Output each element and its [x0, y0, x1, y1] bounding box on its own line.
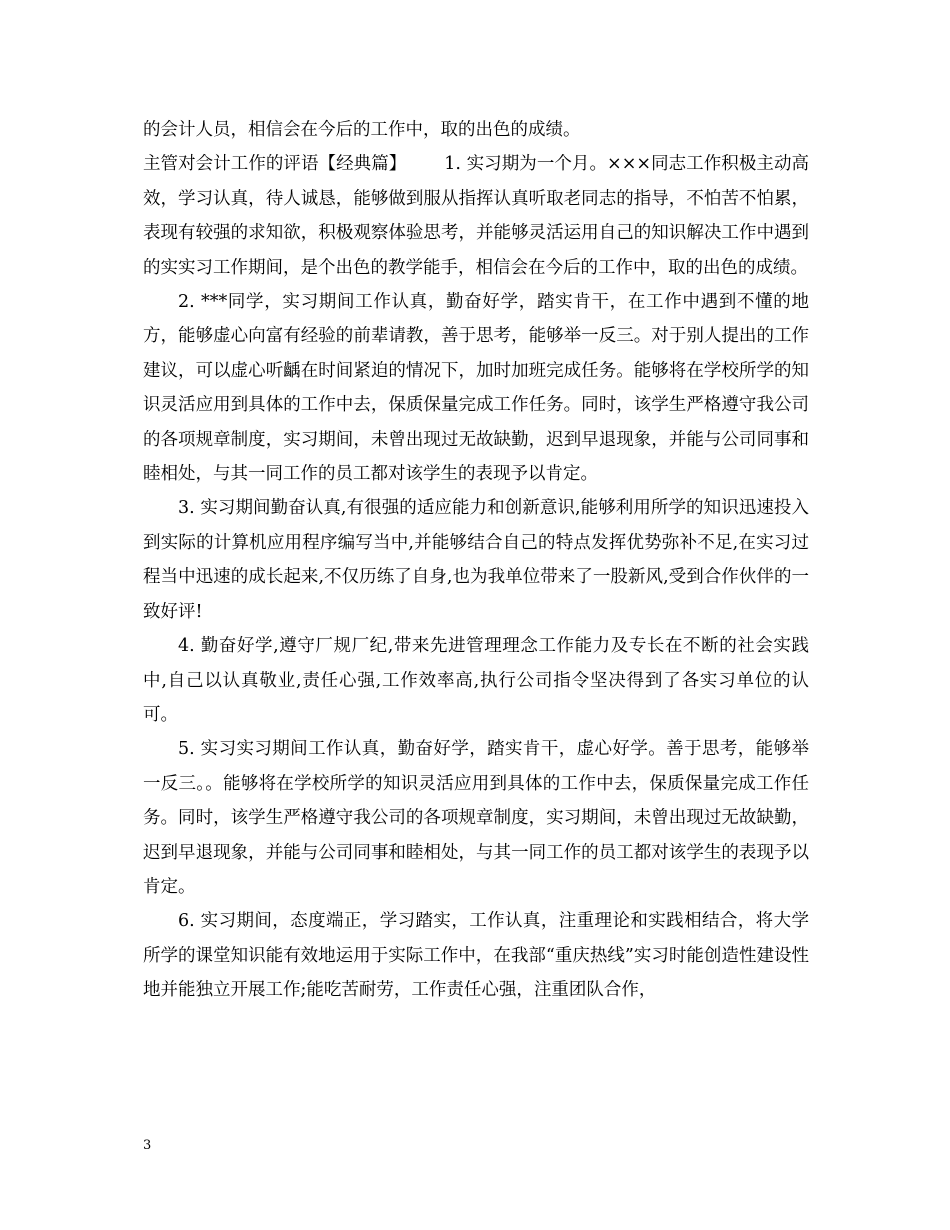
paragraph-item-2: 2. ***同学，实习期间工作认真，勤奋好学，踏实肯干，在工作中遇到不懂的地方，能够虚心向富有经验的前辈请教，善于思考，能够举一反三。对于别人提出的工作建议，可以虚心听齲在时间紧迫的情况下，加时加班完成任务。能够将在学校所学的知识灵活应用到具体的工作中去，保质保量完成工作任务。同时，该学生严格遵守我公司的各项规章制度，实习期间，未曾出现过无故缺勤，迟到早退现象，并能与公司同事和睦相处，与其一同工作的员工都对该学生的表现予以肯定。 [143, 292, 809, 485]
paragraph-item-1 [143, 147, 809, 285]
paragraph-item-6: 6. 实习期间，态度端正，学习踏实，工作认真，注重理论和实践相结合，将大学所学的课堂知识能有效地运用于实际工作中，在我部“重庆热线”实习时能创造性建设性地并能独立开展工作;能吃苦耐劳，工作责任心强，注重团队合作， [143, 911, 809, 1001]
paragraph-item-4: 4. 勤奋好学,遵守厂规厂纪,带来先进管理理念工作能力及专长在不断的社会实践中,自己以认真敬业,责任心强,工作效率高,执行公司指令坚决得到了各实习单位的认可。 [143, 636, 809, 725]
section-heading: 主管对会计工作的评语【经典篇】 [143, 154, 407, 175]
paragraph-item-1-text: 1. 实习期为一个月。×××同志工作积极主动高效，学习认真，待人诚恳，能够做到服从指挥认真听取老同志的指导，不怕苦不怕累，表现有较强的求知欲，积极观察体验思考，并能够灵活运用自己的知识解决工作中遇到的实实习工作期间，是个出色的教学能手，相信会在今后的工作中，取的出色的成绩。 [143, 154, 809, 278]
paragraph-continuation: 的会计人员，相信会在今后的工作中，取的出色的成绩。 [143, 120, 581, 140]
page-number: 3 [143, 1138, 152, 1153]
paragraph-item-3: 3. 实习期间勤奋认真,有很强的适应能力和创新意识,能够利用所学的知识迅速投入到实际的计算机应用程序编写当中,并能够结合自己的特点发挥优势弥补不足,在实习过程当中迅速的成长起来,不仅历练了自身,也为我单位带来了一股新风,受到合作伙伴的一致好评! [143, 498, 809, 622]
paragraph-item-5: 5. 实习实习期间工作认真，勤奋好学，踏实肯干，虚心好学。善于思考，能够举一反三。。能够将在学校所学的知识灵活应用到具体的工作中去，保质保量完成工作任务。同时，该学生严格遵守我公司的各项规章制度，实习期间，未曾出现过无故缺勤，迟到早退现象，并能与公司同事和睦相处，与其一同工作的员工都对该学生的表现予以肯定。 [143, 739, 809, 897]
document-body [143, 113, 809, 1008]
